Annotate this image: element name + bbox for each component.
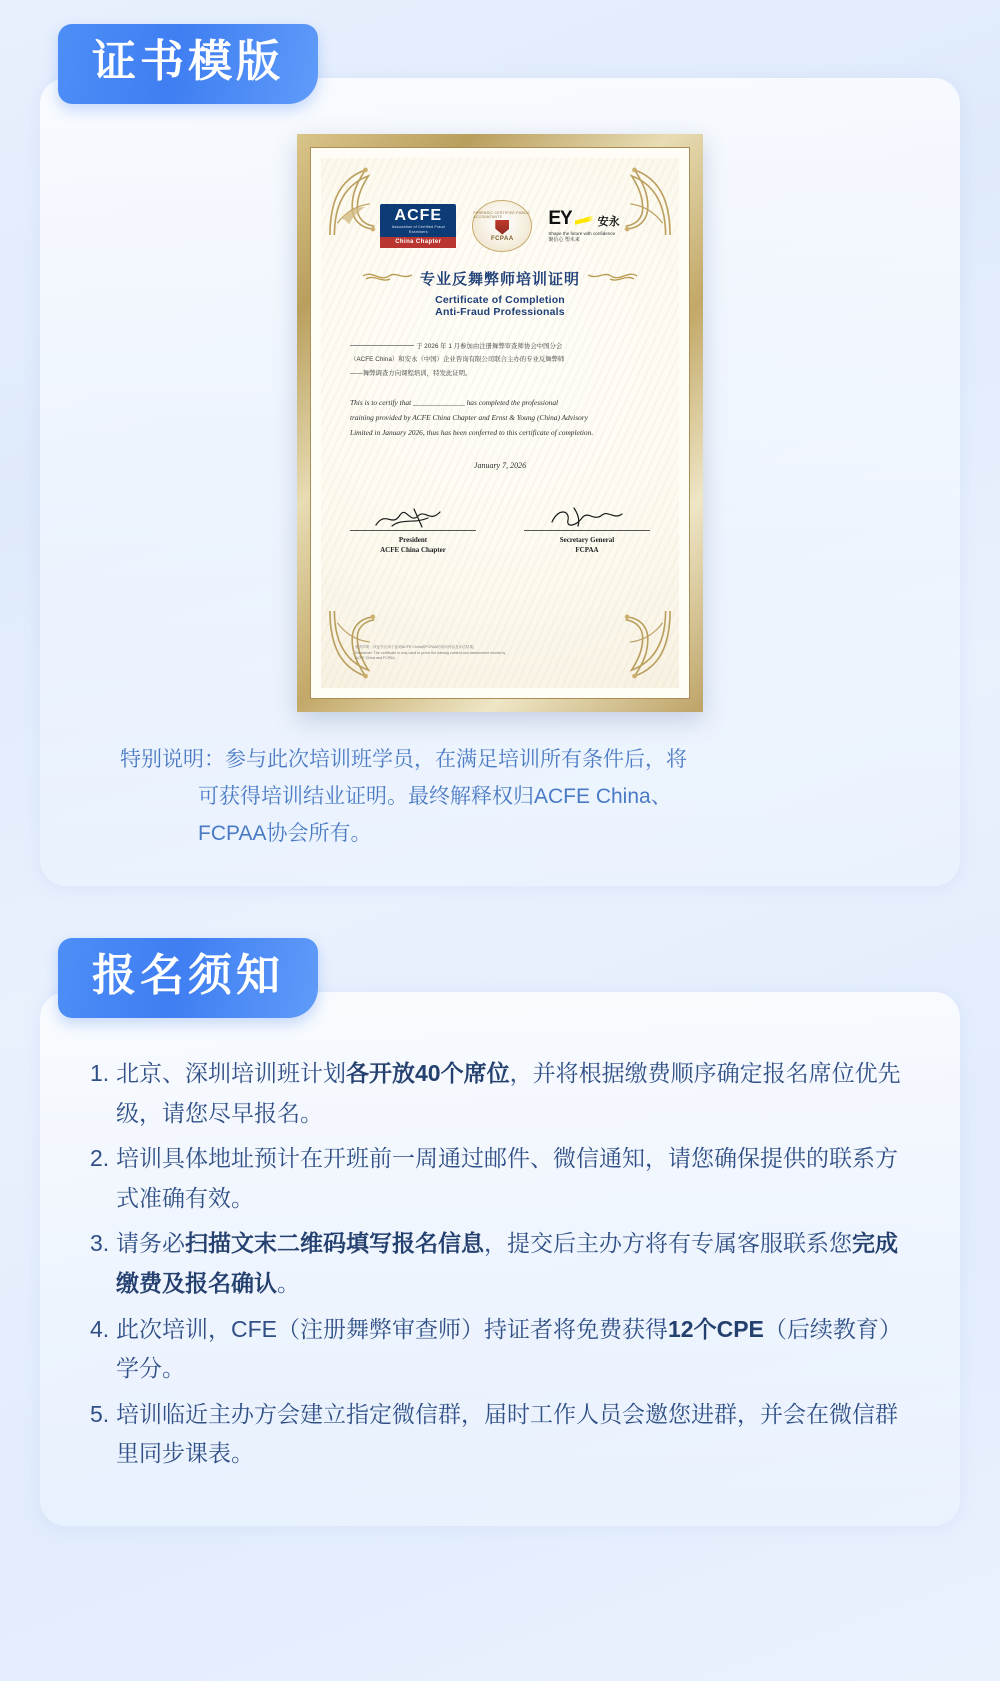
registration-notice-list	[70, 1054, 930, 1473]
certificate-template-section	[40, 24, 960, 886]
notice-text: ，并将根据缴费顺序确定报名席位优先级，请您尽早报名。	[116, 1060, 901, 1126]
fcpaa-logo	[472, 200, 532, 252]
certificate-body	[321, 158, 679, 688]
notice-list-item	[116, 1395, 920, 1474]
notice-text: 培训临近主办方会建立指定微信群，届时工作人员会邀您进群，并会在微信群里同步课表。	[116, 1400, 898, 1467]
certificate-body-cn-line: ——舞弊调查方向课程培训，特发此证明。	[350, 369, 472, 377]
acfe-logo-name: ACFE	[394, 207, 443, 225]
certificate-special-note-line: 特别说明：参与此次培训班学员，在满足培训所有条件后，将	[120, 748, 687, 771]
notice-emphasis: 12个CPE	[668, 1315, 764, 1342]
fcpaa-logo-ring-text: FORENSIC CERTIFIED PUBLIC ACCOUNTANTS	[473, 210, 531, 219]
certificate-signature-row	[350, 504, 650, 556]
notice-text: （后续教育）学分。	[116, 1315, 902, 1382]
flourish-left-icon	[362, 269, 414, 288]
ey-logo-cn: 安永	[597, 216, 620, 229]
registration-notice-card	[40, 992, 960, 1525]
section-heading-registration-notice: 报名须知	[58, 938, 318, 1018]
certificate-body-en-line: training provided by ACFE China Chapter and Ernst & Young (China) Advisory	[350, 413, 588, 423]
flourish-right-icon	[586, 269, 638, 288]
certificate-special-note-line: FCPAA协会所有。	[198, 821, 372, 845]
certificate-title-en-line1: Certificate of Completion	[435, 294, 565, 306]
notice-emphasis: 完成缴费及报名确认	[116, 1230, 898, 1296]
notice-text: 北京、深圳培训班计划	[116, 1060, 346, 1087]
ey-tagline-cn: 聚信心 塑未来	[548, 236, 580, 243]
notice-text: 培训具体地址预计在开班前一周通过邮件、微信通知，请您确保提供的联系方式准确有效。	[116, 1145, 898, 1211]
signature-title-line1: Secretary General	[559, 535, 615, 544]
certificate-disclaimer-line: 免责声明：该证书仅用于证明ACFE China和FCPAA的培训内容及评估结果。	[355, 645, 477, 650]
fcpaa-crest-icon	[495, 220, 509, 235]
certificate-title-cn: 专业反舞弊师培训证明	[419, 271, 580, 288]
certificate-disclaimer	[355, 645, 585, 662]
certificate-date: January 7, 2026	[473, 460, 527, 470]
certificate-inner-border	[310, 147, 690, 699]
certificate-title-band	[355, 268, 645, 289]
certificate-body-cn-line: 于 2026 年 1 月参加由注册舞弊审查师协会中国分会	[416, 343, 563, 350]
acfe-logo-chapter: China Chapter	[380, 237, 456, 248]
certificate-image-wrap	[66, 134, 934, 712]
certificate-logos	[380, 200, 619, 252]
certificate-paper	[321, 158, 679, 688]
certificate-special-note	[120, 742, 880, 852]
ey-beam-icon	[575, 216, 593, 225]
certificate-special-note-line: 可获得培训结业证明。最终解释权归ACFE China、	[198, 784, 672, 808]
signature-block-secretary-general	[524, 504, 650, 556]
signature-block-president	[350, 504, 476, 556]
notice-emphasis: 扫描文末二维码填写报名信息	[185, 1230, 484, 1257]
notice-list-item	[116, 1054, 920, 1133]
notice-text: 此次培训，CFE（注册舞弊审查师）持证者将免费获得	[116, 1315, 668, 1342]
certificate-disclaimer-line: Disclaimer: The certificate is only used to prove the training content and assessment results by	[355, 650, 506, 655]
certificate-body-cn-line: （ACFE China）和安永（中国）企业咨询有限公司联合主办的专业反舞弊师	[350, 356, 565, 364]
registration-notice-section	[40, 938, 960, 1525]
ey-tagline-en: Shape the future with confidence	[548, 230, 616, 236]
certificate-body-en-line: This is to certify that ______________ has completed the professional	[350, 398, 559, 408]
certificate-title-en-line2: Anti-Fraud Professionals	[435, 306, 565, 318]
certificate-body-cn	[350, 340, 650, 380]
certificate-frame	[297, 134, 703, 712]
certificate-disclaimer-line: ACFE China and FCPAA.	[355, 656, 396, 661]
signature-mark-icon	[350, 504, 476, 530]
certificate-body-en-line: Limited in January 2026, thus has been conferred to this certificate of completion.	[350, 427, 594, 437]
signature-mark-icon	[524, 504, 650, 530]
acfe-logo	[380, 204, 456, 247]
signature-title-line2: ACFE China Chapter	[380, 546, 446, 555]
notice-text: ，提交后主办方将有专属客服联系您	[484, 1230, 852, 1257]
notice-list-item	[116, 1224, 920, 1303]
acfe-logo-subtitle: Association of Certified Fraud Examiners	[391, 225, 445, 234]
notice-text: 。	[277, 1269, 300, 1296]
notice-list-item	[116, 1139, 920, 1218]
signature-title-line2: FCPAA	[575, 546, 599, 555]
ey-logo-mark: EY	[548, 207, 572, 229]
signature-title-line1: President	[398, 535, 428, 544]
section-heading-certificate-template: 证书模版	[58, 24, 318, 104]
notice-emphasis: 各开放40个席位	[346, 1060, 510, 1087]
notice-text: 请务必	[116, 1230, 185, 1257]
fcpaa-logo-name: FCPAA	[490, 235, 514, 242]
notice-list-item	[116, 1310, 920, 1389]
ey-logo	[548, 209, 619, 243]
certificate-body-en	[350, 396, 650, 440]
certificate-card	[40, 78, 960, 886]
